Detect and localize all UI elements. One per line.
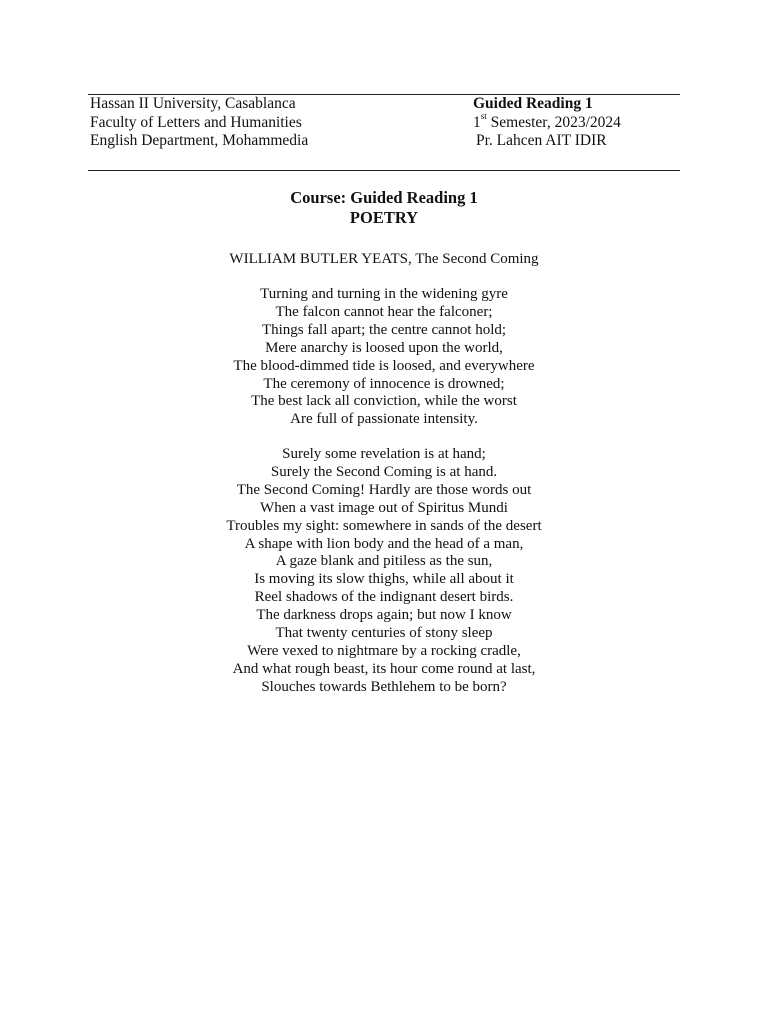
poem-line: The blood-dimmed tide is loosed, and everywhere xyxy=(233,357,535,374)
poem-line: Is moving its slow thighs, while all about it xyxy=(254,571,514,588)
stanza-1 xyxy=(0,286,768,429)
course-title: Course: Guided Reading 1 xyxy=(290,188,478,207)
page-title xyxy=(0,188,768,228)
poem-line: Surely some revelation is at hand; xyxy=(282,446,486,462)
faculty-name: Faculty of Letters and Humanities xyxy=(90,113,302,131)
poem-line: The Second Coming! Hardly are those words out xyxy=(236,481,532,498)
poem-line: The ceremony of innocence is drowned; xyxy=(263,375,505,392)
semester-text: Semester, 2023/2024 xyxy=(486,113,621,131)
stanza-2 xyxy=(0,446,768,697)
poem-line: Turning and turning in the widening gyre xyxy=(260,286,508,302)
course-info-block xyxy=(473,95,621,151)
university-name: Hassan II University, Casablanca xyxy=(90,95,296,112)
poem-line: The best lack all conviction, while the worst xyxy=(251,393,517,410)
poem-line: Are full of passionate intensity. xyxy=(290,411,478,428)
poem-line: Were vexed to nightmare by a rocking cradle, xyxy=(247,642,521,659)
department-name: English Department, Mohammedia xyxy=(90,132,309,149)
poem-line: The darkness drops again; but now I know xyxy=(256,607,512,624)
semester-suffix: st xyxy=(480,111,487,122)
institution-block xyxy=(90,95,308,151)
course-name: Guided Reading 1 xyxy=(473,95,593,112)
semester-number: 1 xyxy=(473,113,481,131)
poem-line: When a vast image out of Spiritus Mundi xyxy=(260,499,508,516)
header-bottom-rule xyxy=(88,170,680,171)
poem-line: And what rough beast, its hour come round at last, xyxy=(232,660,536,677)
poem-line: Slouches towards Bethlehem to be born? xyxy=(261,678,507,695)
poem-line: A gaze blank and pitiless as the sun, xyxy=(275,553,493,570)
poem-heading: WILLIAM BUTLER YEATS, The Second Coming xyxy=(229,251,539,267)
poem-line: Troubles my sight: somewhere in sands of the desert xyxy=(226,517,542,534)
poem-line: Reel shadows of the indignant desert birds. xyxy=(254,589,514,606)
poem-line: A shape with lion body and the head of a man, xyxy=(244,535,524,552)
poem-line: That twenty centuries of stony sleep xyxy=(275,625,493,642)
professor-name: Pr. Lahcen AIT IDIR xyxy=(476,132,607,149)
poem-line: Things fall apart; the centre cannot hold; xyxy=(261,321,507,338)
genre-title: POETRY xyxy=(349,208,419,227)
poem-line: Mere anarchy is loosed upon the world, xyxy=(265,339,503,356)
semester-line xyxy=(473,111,621,133)
poem-line: Surely the Second Coming is at hand. xyxy=(270,463,498,480)
poem-line: The falcon cannot hear the falconer; xyxy=(275,303,493,320)
